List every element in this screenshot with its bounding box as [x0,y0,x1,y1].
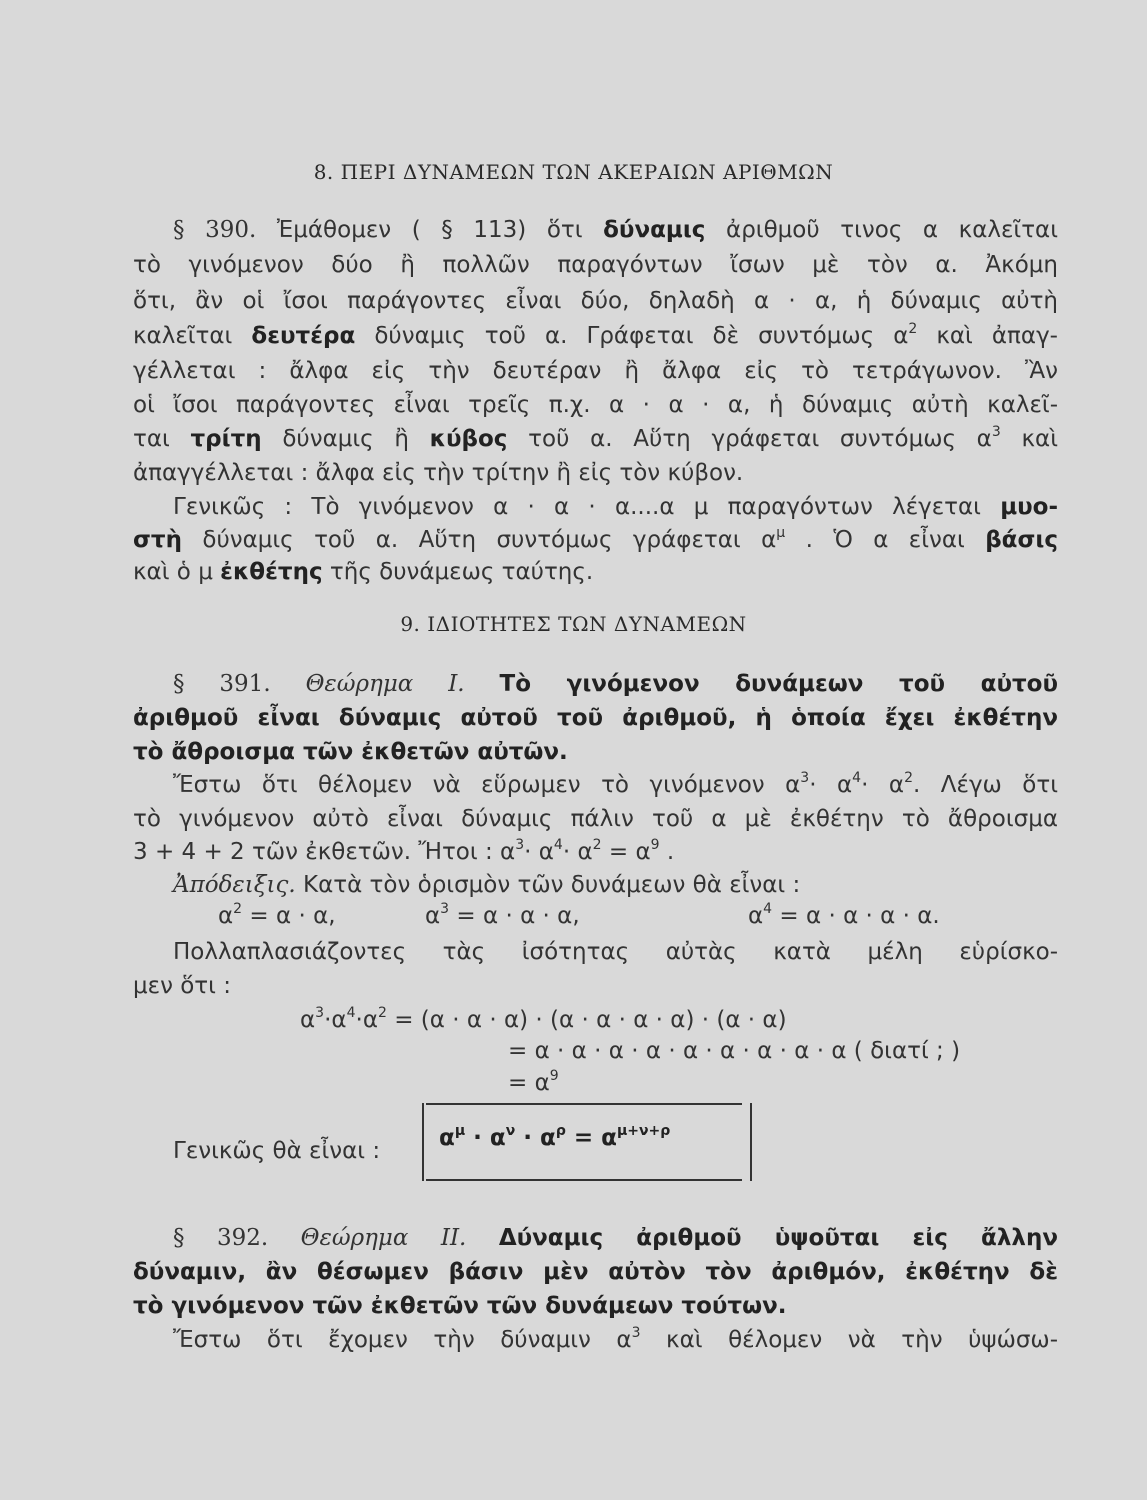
term-deutera: δευτέρα [251,323,356,349]
general-rule-formula: $\alpha^\mu \cdot \alpha^\nu \cdot \alpha^\rho = \alpha^{\mu+\nu+\rho}$ [439,1123,671,1151]
theorem-1-text-a: Τὸ γινόμενον δυνάμεων τοῦ αὐτοῦ [499,671,1058,697]
multiplication-step-1: $\alpha^3\cdot\alpha^4\cdot\alpha^2 = (\alpha \cdot \alpha \cdot \alpha) \cdot (\alpha \cdot \alpha \cdot \alpha \cdot \alpha) \cdot (\alpha \cdot \alpha)$ [300,1005,787,1033]
p390-line-1: § 390. Ἐμάθομεν ( § 113) ὅτι δύναμις ἀριθμοῦ τινος α καλεῖται [173,217,1058,243]
p391-line-6: 3 + 4 + 2 τῶν ἐκθετῶν. Ἤτοι : $\alpha^3\cdot \alpha^4\cdot \alpha^2 = \alpha^9$ . [133,837,675,865]
section-8-heading: 8. ΠΕΡΙ ΔΥΝΑΜΕΩΝ ΤΩΝ ΑΚΕΡΑΙΩΝ ΑΡΙΘΜΩΝ [313,160,834,184]
p391-line-5: τὸ γινόμενον αὐτὸ εἶναι δύναμις πάλιν τοῦ α μὲ ἐκθέτην τὸ ἄθροισμα [133,806,1058,832]
general-rule-box [422,1103,752,1181]
p391-line-1 [173,668,1058,700]
section-number-391: § 391. [173,671,271,697]
theorem-2-text-a: Δύναμις ἀριθμοῦ ὑψοῦται εἰς ἄλλην [498,1225,1058,1251]
general-rule-label: Γενικῶς θὰ εἶναι : [173,1138,381,1164]
equation-alpha-fourth: $\alpha^4 = \alpha \cdot \alpha \cdot \alpha \cdot \alpha$. [748,901,940,929]
p391-line-3: τὸ ἄθροισμα τῶν ἐκθετῶν αὐτῶν. [133,739,568,765]
p392-line-2: δύναμιν, ἂν θέσωμεν βάσιν μὲν αὐτὸν τὸν ἀριθμόν, ἐκθέτην δὲ [133,1259,1058,1285]
proof-label: Ἀπόδειξις. [173,872,296,898]
p391-line-7: Ἀπόδειξις. Κατὰ τὸν ὁρισμὸν τῶν δυνάμεων θὰ εἶναι : [173,872,801,898]
term-kyvos: κύβος [429,426,508,452]
p391-line-9: μεν ὅτι : [133,973,231,999]
theorem-1-label: Θεώρημα I. [305,671,465,697]
equation-alpha-squared: $\alpha^2 = \alpha \cdot \alpha$, [218,901,336,929]
section-number-390: § 390. [173,217,257,243]
term-triti: τρίτη [190,426,262,452]
term-myosti-b: στὴ [133,527,182,553]
p391-line-8: Πολλαπλασιάζοντες τὰς ἰσότητας αὐτὰς κατὰ μέλη εὑρίσκο- [173,939,1058,965]
term-vasis: βάσις [985,527,1058,553]
term-myosti-a: μυο- [1000,494,1058,520]
p390-line-8: ἀπαγγέλλεται : ἄλφα εἰς τὴν τρίτην ἢ εἰς τὸν κύβον. [133,460,744,486]
equation-alpha-cubed: $\alpha^3 = \alpha \cdot \alpha \cdot \alpha$, [425,901,580,929]
p392-line-4: Ἔστω ὅτι ἔχομεν τὴν δύναμιν $\alpha^3$ καὶ θέλομεν νὰ τὴν ὑψώσω- [173,1325,1058,1353]
p390-line-6: οἱ ἴσοι παράγοντες εἶναι τρεῖς π.χ. α · α · α, ἡ δύναμις αὐτὴ καλεῖ- [133,392,1058,418]
p390-line-5: γέλλεται : ἄλφα εἰς τὴν δευτέραν ἢ ἄλφα εἰς τὸ τετράγωνον. Ἂν [133,358,1058,384]
multiplication-step-3: = $\alpha^9$ [508,1068,559,1096]
p390-line-11: καὶ ὁ μ ἐκθέτης τῆς δυνάμεως ταύτης. [133,559,594,585]
p391-line-4: Ἔστω ὅτι θέλομεν νὰ εὕρωμεν τὸ γινόμενον $\alpha^3\cdot \alpha^4\cdot \alpha^2$. Λέγω ὅτι [173,770,1058,798]
section-number-392: § 392. [173,1225,269,1251]
theorem-2-label: Θεώρημα II. [300,1225,467,1251]
p390-line-4: καλεῖται δευτέρα δύναμις τοῦ α. Γράφεται δὲ συντόμως $\alpha^2$ καὶ ἀπαγ- [133,321,1058,349]
p392-line-3: τὸ γινόμενον τῶν ἐκθετῶν τῶν δυνάμεων τούτων. [133,1293,787,1319]
term-dynamis: δύναμις [603,217,706,243]
p392-line-1 [173,1222,1058,1254]
term-ekthetis: ἐκθέτης [220,559,323,585]
p390-line-7: ται τρίτη δύναμις ἢ κύβος τοῦ α. Αὕτη γράφεται συντόμως $\alpha^3$ καὶ [133,424,1058,452]
multiplication-step-2: = α · α · α · α · α · α · α · α · α ( διατί ; ) [508,1038,961,1064]
p390-line-10: στὴ δύναμις τοῦ α. Αὕτη συντόμως γράφεται $\alpha^\mu$ . Ὁ α εἶναι βάσις [133,525,1058,553]
p390-line-2: τὸ γινόμενον δύο ἢ πολλῶν παραγόντων ἴσων μὲ τὸν α. Ἀκόμη [133,252,1058,278]
p390-line-3: ὅτι, ἂν οἱ ἴσοι παράγοντες εἶναι δύο, δηλαδὴ α · α, ἡ δύναμις αὐτὴ [133,288,1058,314]
section-9-heading: 9. ΙΔΙΟΤΗΤΕΣ ΤΩΝ ΔΥΝΑΜΕΩΝ [400,612,747,636]
p391-line-2: ἀριθμοῦ εἶναι δύναμις αὐτοῦ τοῦ ἀριθμοῦ, ἡ ὁποία ἔχει ἐκθέτην [133,705,1058,731]
p390-line-9: Γενικῶς : Τὸ γινόμενον α · α · α....α μ παραγόντων λέγεται μυο- [173,494,1058,520]
